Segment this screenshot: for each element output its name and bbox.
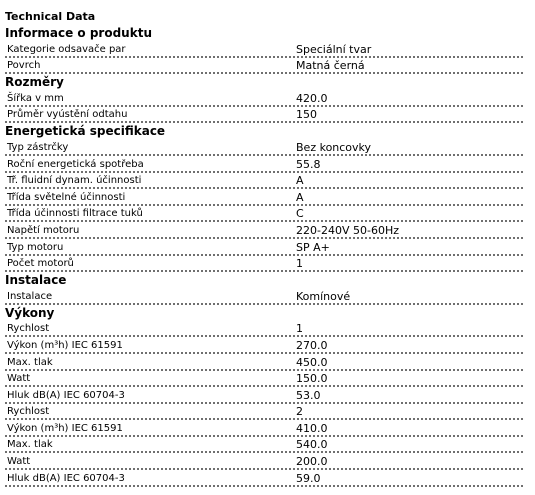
spec-value: 1: [296, 322, 303, 336]
spec-label: Rychlost: [7, 323, 50, 335]
document-title: Technical Data: [5, 10, 96, 23]
spec-value: 150: [296, 108, 317, 122]
section-heading: Energetická specifikace: [5, 124, 166, 139]
spec-row: [5, 90, 523, 107]
spec-row: [5, 288, 523, 305]
spec-value: 2: [296, 405, 303, 419]
spec-value: 420.0: [296, 91, 328, 105]
spec-value: Komínové: [296, 289, 351, 303]
spec-label: Napětí motoru: [7, 224, 80, 236]
spec-value: 410.0: [296, 421, 328, 435]
spec-label: Třída světelné účinnosti: [7, 191, 126, 203]
section-heading: Instalace: [5, 273, 67, 288]
spec-row: [5, 437, 523, 454]
spec-value: 150.0: [296, 372, 328, 386]
spec-value: 59.0: [296, 471, 321, 485]
spec-value: 450.0: [296, 355, 328, 369]
spec-row: [5, 371, 523, 388]
spec-row: [5, 173, 523, 190]
spec-label: Hluk dB(A) IEC 60704-3: [7, 389, 125, 401]
spec-label: Max. tlak: [7, 356, 53, 368]
spec-row: [5, 206, 523, 223]
spec-label: Výkon (m³h) IEC 61591: [7, 339, 123, 351]
spec-row: [5, 387, 523, 404]
spec-value: 270.0: [296, 338, 328, 352]
spec-label: Hluk dB(A) IEC 60704-3: [7, 472, 125, 484]
spec-value: 53.0: [296, 388, 321, 402]
spec-row: [5, 107, 523, 124]
spec-label: Rychlost: [7, 406, 50, 418]
spec-label: Instalace: [7, 290, 53, 302]
spec-row: [5, 189, 523, 206]
spec-row: [5, 256, 523, 273]
spec-value: C: [296, 207, 304, 221]
spec-value: 220-240V 50-60Hz: [296, 223, 399, 237]
spec-row: [5, 354, 523, 371]
sections-container: [5, 25, 523, 487]
spec-label: Výkon (m³h) IEC 61591: [7, 422, 123, 434]
technical-data-sheet: [5, 8, 523, 487]
spec-label: Tř. fluidní dynam. účinnosti: [7, 175, 142, 187]
spec-label: Počet motorů: [7, 258, 74, 270]
spec-value: A: [296, 174, 304, 188]
spec-row: [5, 139, 523, 156]
spec-row: [5, 337, 523, 354]
spec-row: [5, 420, 523, 437]
spec-label: Šířka v mm: [7, 92, 64, 104]
spec-label: Povrch: [7, 60, 41, 72]
section-heading: Informace o produktu: [5, 26, 152, 40]
spec-row: [5, 321, 523, 338]
spec-row: [5, 41, 523, 58]
spec-value: SP A+: [296, 240, 330, 254]
spec-row: [5, 470, 523, 487]
spec-row: [5, 404, 523, 421]
spec-label: Kategorie odsavače par: [7, 43, 126, 55]
spec-row: [5, 453, 523, 470]
spec-row: [5, 222, 523, 239]
spec-label: Typ zástrčky: [7, 141, 69, 153]
section-heading: Výkony: [5, 305, 55, 320]
spec-value: 1: [296, 257, 303, 271]
spec-label: Třída účinnosti filtrace tuků: [7, 208, 143, 220]
spec-label: Typ motoru: [7, 241, 64, 253]
section-heading: Rozměry: [5, 75, 64, 90]
spec-value: A: [296, 190, 304, 204]
spec-value: 200.0: [296, 455, 328, 469]
spec-label: Watt: [7, 456, 31, 468]
spec-row: [5, 58, 523, 75]
spec-label: Max. tlak: [7, 439, 53, 451]
spec-value: 55.8: [296, 157, 321, 171]
spec-value: Matná černá: [296, 59, 365, 73]
spec-row: [5, 156, 523, 173]
spec-label: Průměr vyústění odtahu: [7, 109, 128, 121]
spec-value: Speciální tvar: [296, 42, 372, 56]
spec-row: [5, 239, 523, 256]
spec-label: Roční energetická spotřeba: [7, 158, 144, 170]
spec-value: 540.0: [296, 438, 328, 452]
spec-value: Bez koncovky: [296, 140, 372, 154]
spec-label: Watt: [7, 373, 31, 385]
